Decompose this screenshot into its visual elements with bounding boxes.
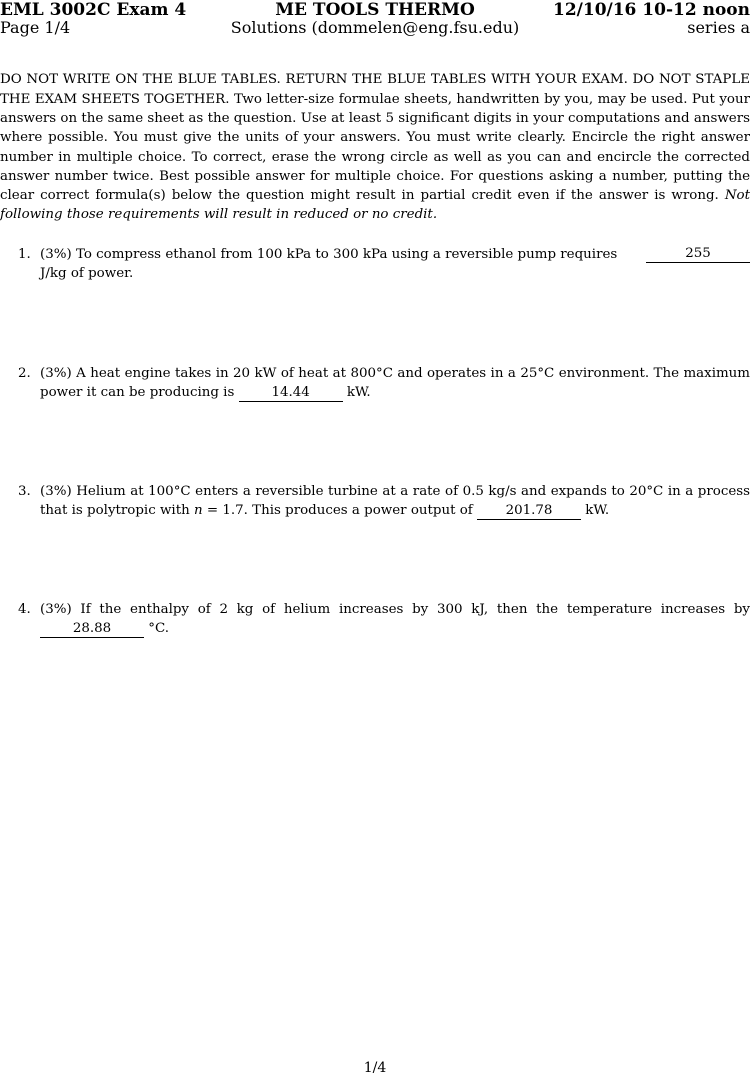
course-title: EML 3002C Exam 4 (0, 0, 187, 20)
header-row-bottom (0, 18, 750, 38)
question-units: kW. (585, 503, 610, 519)
subject-title: ME TOOLS THERMO (275, 0, 475, 20)
answer-blank: 255 (646, 245, 750, 263)
question-units: J/kg of power. (40, 266, 134, 282)
instructions-warning: Not following those requirements will result in reduced or no credit. (0, 188, 750, 223)
question-2 (18, 364, 750, 403)
exam-datetime: 12/10/16 10-12 noon (553, 0, 750, 20)
question-text: (3%) Helium at 100°C enters a reversible turbine at a rate of 0.5 kg/s and expands to 20°C in a process that is polytropic with (40, 484, 750, 519)
question-number: 2. (18, 366, 31, 381)
page-footer (0, 1060, 750, 1076)
series-label: series a (687, 18, 750, 37)
question-text: (3%) A heat engine takes in 20 kW of heat at 800°C and operates in a 25°C environment. The maximum power it can be producing is (40, 366, 750, 401)
question-units: °C. (148, 621, 169, 637)
question-text: (3%) To compress ethanol from 100 kPa to 300 kPa using a reversible pump requires (40, 247, 618, 262)
question-4 (18, 600, 750, 639)
question-1 (18, 245, 750, 284)
solutions-label: Solutions (dommelen@eng.fsu.edu) (230, 18, 520, 37)
question-number: 3. (18, 484, 31, 499)
question-3 (18, 482, 750, 521)
polytropic-exponent-symbol: n (194, 503, 203, 519)
header-row-top (0, 0, 750, 20)
footer-page-number: 1/4 (363, 1060, 387, 1076)
instructions-text: DO NOT WRITE ON THE BLUE TABLES. RETURN THE BLUE TABLES WITH YOUR EXAM. DO NOT STAPLE THE EXAM SHEETS TOGETHER. Two letter-size formulae sheets, handwritten by you, may be used. Put your answers on the same sheet as the question. Use at least 5 significant digits in your computations and answers where possible. You must give the units of your answers. You must write clearly. Encircle the right answer number in multiple choice. To correct, erase the wrong circle as well as you can and encircle the corrected answer number twice. Best possible answer for multiple choice. For questions asking a number, putting the clear correct formula(s) below the question might result in partial credit even if the answer is wrong. (0, 72, 750, 204)
question-units: kW. (346, 385, 371, 401)
answer-blank: 28.88 (40, 620, 144, 638)
question-number: 4. (18, 602, 31, 617)
page-indicator: Page 1/4 (0, 18, 71, 37)
answer-blank: 14.44 (239, 384, 343, 402)
question-text: (3%) If the enthalpy of 2 kg of helium increases by 300 kJ, then the temperature increases by (40, 602, 750, 617)
instructions-paragraph (0, 70, 750, 224)
answer-blank: 201.78 (477, 502, 581, 520)
polytropic-exponent-value: = 1.7. This produces a power output of (206, 503, 473, 519)
question-number: 1. (18, 247, 31, 262)
